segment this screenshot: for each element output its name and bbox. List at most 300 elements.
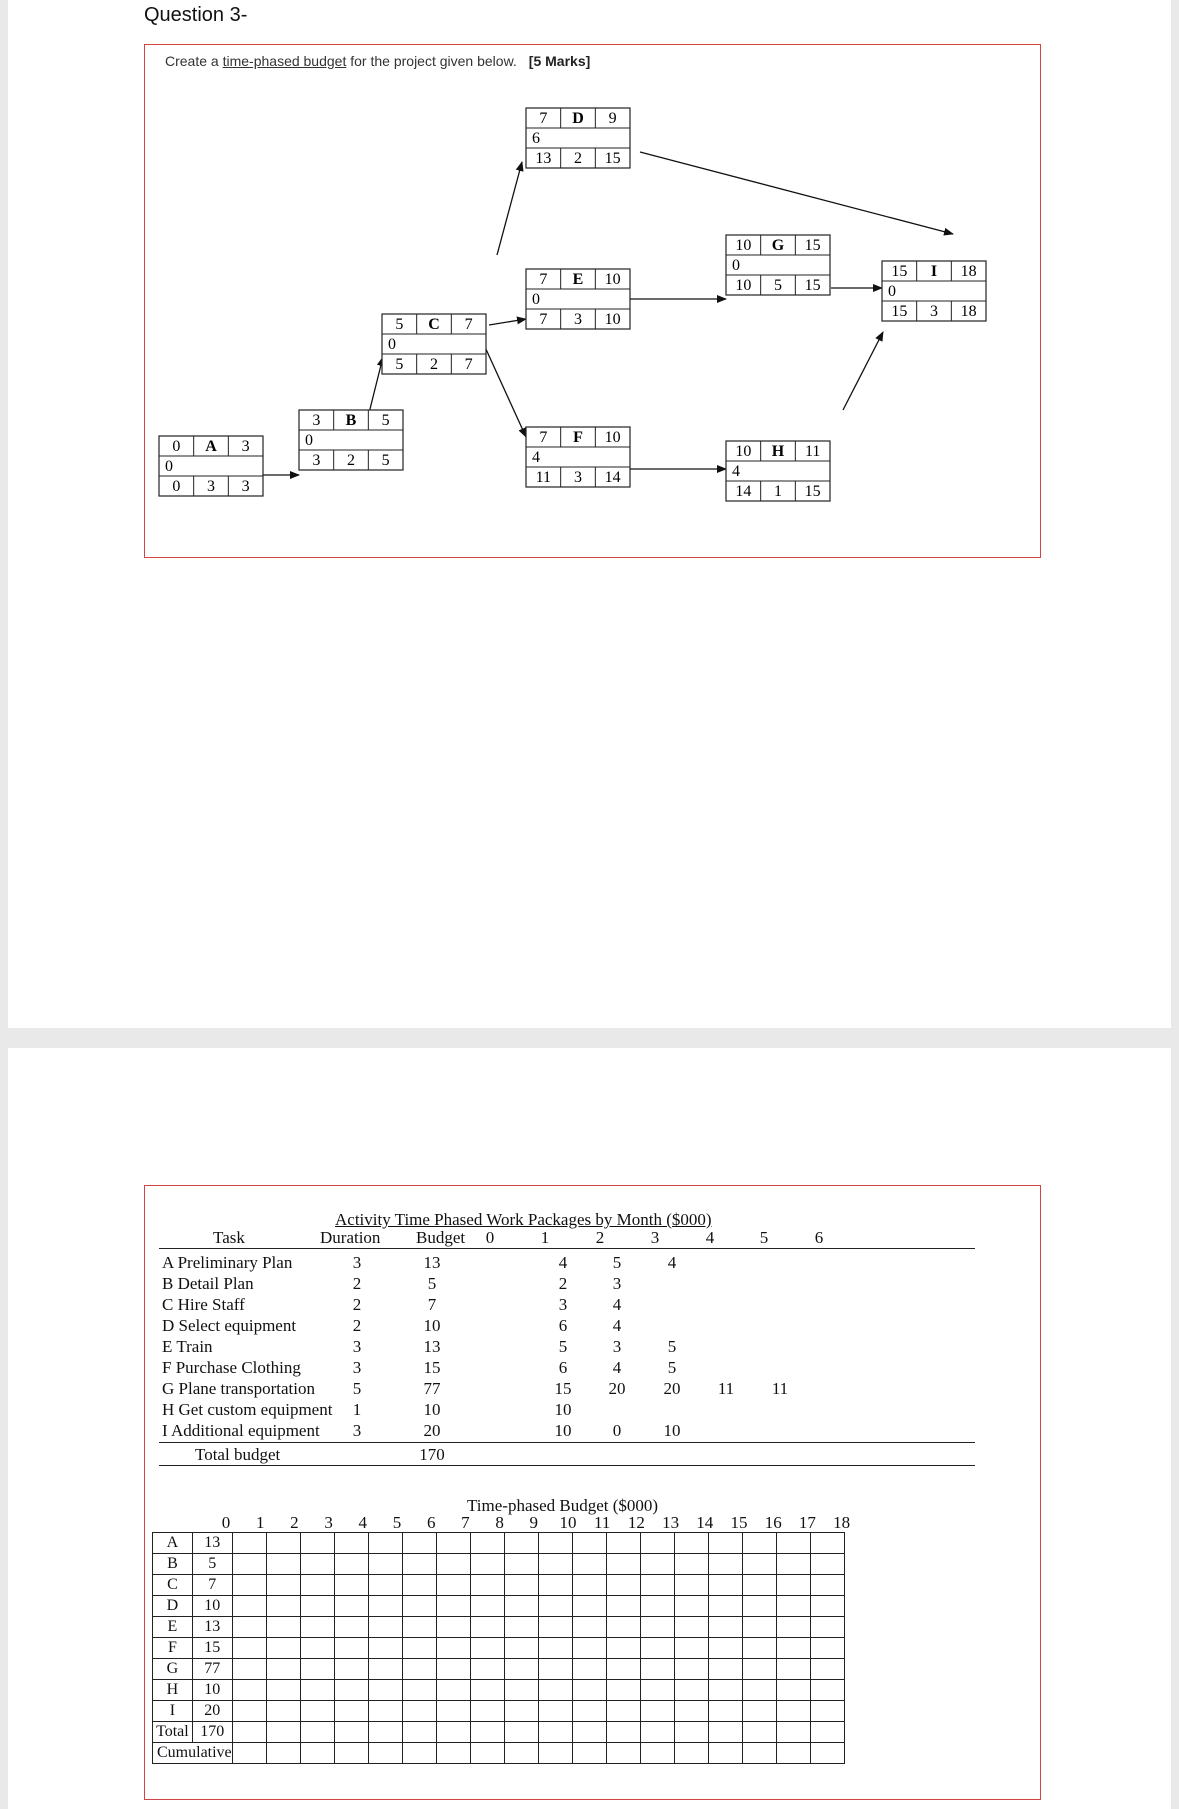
grid-cell[interactable] [674,1680,708,1701]
header-task: Task [213,1228,245,1247]
grid-row-label: B [153,1554,193,1575]
grid-cell[interactable] [402,1596,436,1617]
grid-cell[interactable] [776,1701,810,1722]
grid-cell[interactable] [334,1533,368,1554]
grid-cell[interactable] [402,1680,436,1701]
phase-value: 3 [612,1274,622,1293]
network-node-h [726,441,830,501]
grid-cell[interactable] [232,1701,266,1722]
grid-cell[interactable] [742,1533,776,1554]
grid-cell[interactable] [742,1743,776,1764]
grid-cell[interactable] [232,1638,266,1659]
node-slack: 0 [532,291,540,308]
grid-cell[interactable] [572,1659,606,1680]
grid-cell[interactable] [300,1743,334,1764]
grid-cell[interactable] [674,1638,708,1659]
task-budget: 15 [423,1358,441,1377]
grid-cell[interactable] [606,1722,640,1743]
grid-cell[interactable] [368,1575,402,1596]
node-activity-label: A [205,438,217,455]
node-late-finish: 18 [960,303,977,320]
grid-cell[interactable] [742,1554,776,1575]
grid-cell[interactable] [742,1575,776,1596]
edge-h-i [843,332,883,410]
grid-cell[interactable] [538,1680,572,1701]
grid-cell[interactable] [776,1659,810,1680]
grid-cell[interactable] [232,1617,266,1638]
grid-cell[interactable] [402,1701,436,1722]
grid-cell[interactable] [504,1575,538,1596]
phase-value: 4 [612,1295,622,1314]
grid-cell[interactable] [266,1575,300,1596]
grid-cell[interactable] [470,1533,504,1554]
task-duration: 3 [352,1421,362,1440]
grid-cell[interactable] [606,1743,640,1764]
grid-row-budget: 77 [192,1659,232,1680]
grid-cell[interactable] [708,1743,742,1764]
task-duration: 2 [352,1274,362,1293]
grid-cell[interactable] [300,1554,334,1575]
grid-cell[interactable] [368,1638,402,1659]
grid-cell[interactable] [504,1680,538,1701]
grid-cell[interactable] [300,1617,334,1638]
grid-cell[interactable] [776,1680,810,1701]
task-duration: 3 [352,1253,362,1272]
node-early-finish: 11 [804,443,821,460]
grid-cell[interactable] [300,1533,334,1554]
grid-cell[interactable] [708,1680,742,1701]
grid-cell[interactable] [708,1575,742,1596]
grid-cell[interactable] [606,1617,640,1638]
task-name: I Additional equipment [162,1421,320,1440]
grid-cell[interactable] [674,1575,708,1596]
grid-cell[interactable] [742,1722,776,1743]
node-late-finish: 7 [464,356,473,373]
grid-cell[interactable] [470,1743,504,1764]
grid-cell[interactable] [402,1722,436,1743]
grid-cell[interactable] [436,1680,470,1701]
node-activity-label: I [930,263,938,280]
grid-cell[interactable] [776,1554,810,1575]
grid-cell[interactable] [810,1554,844,1575]
grid-cell[interactable] [640,1659,674,1680]
grid-cell[interactable] [266,1701,300,1722]
grid-row-label: C [153,1575,193,1596]
grid-cell[interactable] [266,1722,300,1743]
month-header: 3 [650,1228,660,1247]
grid-cell[interactable] [640,1743,674,1764]
grid-cell[interactable] [504,1638,538,1659]
grid-row [153,1659,845,1680]
grid-cell[interactable] [504,1617,538,1638]
grid-cell[interactable] [674,1743,708,1764]
phase-value: 10 [554,1400,572,1419]
grid-cell[interactable] [300,1575,334,1596]
grid-cell[interactable] [538,1701,572,1722]
grid-cell[interactable] [232,1722,266,1743]
grid-cell[interactable] [300,1659,334,1680]
grid-cell[interactable] [300,1701,334,1722]
grid-cell[interactable] [810,1575,844,1596]
grid-cell[interactable] [334,1617,368,1638]
grid-cell[interactable] [674,1617,708,1638]
grid-row-budget: 13 [192,1617,232,1638]
task-budget: 77 [423,1379,441,1398]
grid-cell[interactable] [810,1638,844,1659]
grid-row-label: I [153,1701,193,1722]
marks-label: [5 Marks] [528,53,591,69]
grid-cell[interactable] [402,1617,436,1638]
grid-row-label: E [153,1617,193,1638]
phase-value: 11 [717,1379,735,1398]
node-early-finish: 3 [241,438,250,455]
grid-cell[interactable] [776,1575,810,1596]
phase-value: 5 [612,1253,622,1272]
grid-cell[interactable] [606,1596,640,1617]
grid-row [153,1596,845,1617]
grid-cell[interactable] [334,1701,368,1722]
grid-cell[interactable] [266,1743,300,1764]
grid-cell[interactable] [436,1575,470,1596]
grid-cell[interactable] [572,1596,606,1617]
grid-cell[interactable] [334,1596,368,1617]
node-early-start: 10 [735,443,752,460]
instruction-pre: Create a [165,53,223,69]
grid-cell[interactable] [538,1617,572,1638]
grid-cell[interactable] [572,1638,606,1659]
grid-cell[interactable] [572,1617,606,1638]
grid-cell[interactable] [708,1533,742,1554]
phase-value: 6 [558,1316,568,1335]
grid-row-label: G [153,1659,193,1680]
grid-cell[interactable] [232,1680,266,1701]
node-early-start: 3 [312,412,321,429]
grid-cell[interactable] [776,1596,810,1617]
grid-cell[interactable] [640,1722,674,1743]
node-duration: 3 [574,311,582,328]
grid-cell[interactable] [334,1659,368,1680]
grid-row-label: F [153,1638,193,1659]
node-late-start: 5 [395,356,404,373]
grid-cell[interactable] [572,1743,606,1764]
grid-cell[interactable] [572,1722,606,1743]
grid-cell[interactable] [674,1554,708,1575]
grid-cell[interactable] [572,1554,606,1575]
grid-cell[interactable] [742,1596,776,1617]
grid-row-label: H [153,1680,193,1701]
task-name: F Purchase Clothing [162,1358,301,1377]
grid-cell[interactable] [436,1701,470,1722]
grid-row-budget: 20 [192,1701,232,1722]
grid-row [153,1638,845,1659]
grid-row-budget: 13 [192,1533,232,1554]
node-early-finish: 15 [804,237,821,254]
network-node-a [159,436,263,496]
grid-month-header: 15 [730,1513,748,1532]
task-duration: 2 [352,1295,362,1314]
grid-cell[interactable] [640,1617,674,1638]
grid-cell[interactable] [742,1617,776,1638]
grid-cell[interactable] [708,1638,742,1659]
network-node-c [382,314,486,374]
grid-cell[interactable] [640,1680,674,1701]
phase-value: 10 [663,1421,681,1440]
grid-cell[interactable] [742,1638,776,1659]
grid-cell[interactable] [232,1743,266,1764]
grid-cell[interactable] [368,1659,402,1680]
node-late-start: 0 [172,478,181,495]
node-early-finish: 5 [381,412,390,429]
grid-cell[interactable] [334,1638,368,1659]
grid-cell[interactable] [504,1701,538,1722]
grid-cell[interactable] [674,1596,708,1617]
grid-cell[interactable] [606,1638,640,1659]
network-diagram [145,45,1040,557]
network-node-d [526,108,630,168]
phase-value: 4 [612,1358,622,1377]
node-activity-label: D [572,110,584,127]
grid-cell[interactable] [606,1701,640,1722]
page-2 [8,1048,1171,1809]
grid-month-header: 10 [559,1513,577,1532]
task-duration: 3 [352,1337,362,1356]
grid-cell[interactable] [504,1722,538,1743]
grid-cell[interactable] [504,1533,538,1554]
grid-cell[interactable] [674,1533,708,1554]
node-slack: 4 [732,463,740,480]
grid-cell[interactable] [538,1743,572,1764]
grid-month-header: 6 [426,1513,436,1532]
grid-cell[interactable] [368,1533,402,1554]
grid-cell[interactable] [538,1575,572,1596]
grid-cell[interactable] [810,1596,844,1617]
grid-cell[interactable] [470,1659,504,1680]
grid-cell[interactable] [742,1680,776,1701]
total-rule-bottom [159,1465,975,1466]
grid-cell[interactable] [232,1659,266,1680]
grid-cell[interactable] [266,1596,300,1617]
grid-cell[interactable] [640,1575,674,1596]
node-early-start: 0 [172,438,181,455]
grid-cell[interactable] [606,1575,640,1596]
grid-cell[interactable] [572,1533,606,1554]
grid-month-header: 4 [358,1513,368,1532]
grid-cell[interactable] [538,1533,572,1554]
task-duration: 2 [352,1316,362,1335]
grid-cell[interactable] [266,1617,300,1638]
grid-cell[interactable] [402,1533,436,1554]
grid-cell[interactable] [708,1617,742,1638]
month-header: 6 [814,1228,824,1247]
grid-cell[interactable] [572,1701,606,1722]
grid-cell[interactable] [742,1659,776,1680]
grid-cell[interactable] [708,1659,742,1680]
grid-cell[interactable] [810,1701,844,1722]
grid-cell[interactable] [368,1743,402,1764]
edge-c-e [489,319,526,325]
edge-c-d [497,162,522,255]
grid-cell[interactable] [538,1596,572,1617]
grid-row-label: A [153,1533,193,1554]
grid-cell[interactable] [504,1743,538,1764]
grid-cell[interactable] [436,1743,470,1764]
grid-cell[interactable] [640,1701,674,1722]
grid-cumulative-row [153,1743,845,1764]
node-early-finish: 7 [464,316,473,333]
grid-cell[interactable] [776,1617,810,1638]
total-rule-top [159,1442,975,1443]
grid-cell[interactable] [232,1533,266,1554]
grid-cell[interactable] [402,1554,436,1575]
grid-cell[interactable] [572,1575,606,1596]
grid-cell[interactable] [368,1680,402,1701]
grid-cell[interactable] [470,1722,504,1743]
network-node-f [526,427,630,487]
grid-cell[interactable] [470,1596,504,1617]
grid-cell[interactable] [674,1701,708,1722]
node-early-start: 10 [735,237,752,254]
grid-cell[interactable] [436,1533,470,1554]
node-early-finish: 18 [960,263,977,280]
grid-cell[interactable] [470,1680,504,1701]
grid-cell[interactable] [334,1722,368,1743]
grid-cell[interactable] [640,1596,674,1617]
phase-value: 5 [667,1337,677,1356]
grid-cell[interactable] [606,1554,640,1575]
grid-cell[interactable] [776,1722,810,1743]
grid-month-header: 1 [255,1513,265,1532]
grid-cell[interactable] [232,1575,266,1596]
grid-cell[interactable] [232,1554,266,1575]
node-duration: 3 [574,469,582,486]
grid-cell[interactable] [606,1680,640,1701]
grid-cell[interactable] [470,1638,504,1659]
grid-cell[interactable] [810,1533,844,1554]
grid-cell[interactable] [266,1554,300,1575]
grid-cell[interactable] [300,1722,334,1743]
phase-value: 11 [771,1379,789,1398]
task-budget: 13 [423,1253,441,1272]
grid-cell[interactable] [674,1659,708,1680]
grid-cell[interactable] [436,1554,470,1575]
grid-cell[interactable] [436,1596,470,1617]
grid-cell[interactable] [368,1617,402,1638]
grid-cell[interactable] [300,1596,334,1617]
grid-cell[interactable] [266,1680,300,1701]
node-late-finish: 15 [804,277,821,294]
grid-cell[interactable] [368,1701,402,1722]
grid-cell[interactable] [640,1554,674,1575]
grid-cell[interactable] [334,1680,368,1701]
grid-cell[interactable] [640,1638,674,1659]
grid-month-header: 3 [324,1513,333,1532]
grid-cell[interactable] [776,1638,810,1659]
grid-row [153,1554,845,1575]
phase-value: 15 [554,1379,572,1398]
grid-cell[interactable] [810,1743,844,1764]
grid-cell[interactable] [810,1659,844,1680]
network-node-e [526,269,630,329]
grid-cell[interactable] [708,1596,742,1617]
grid-cell[interactable] [776,1533,810,1554]
grid-cell[interactable] [810,1680,844,1701]
grid-cell[interactable] [538,1554,572,1575]
grid-cell[interactable] [538,1659,572,1680]
grid-cell[interactable] [470,1554,504,1575]
grid-cell[interactable] [368,1596,402,1617]
grid-cell[interactable] [334,1575,368,1596]
node-late-finish: 5 [381,452,390,469]
grid-month-header: 8 [495,1513,504,1532]
grid-cell[interactable] [572,1680,606,1701]
task-duration: 3 [352,1358,362,1377]
node-duration: 2 [574,150,582,167]
grid-row-label: Total [153,1722,193,1743]
grid-cell[interactable] [266,1533,300,1554]
grid-cell[interactable] [402,1575,436,1596]
grid-cell[interactable] [470,1617,504,1638]
grid-cell[interactable] [436,1638,470,1659]
grid-cell[interactable] [742,1701,776,1722]
grid-cell[interactable] [334,1554,368,1575]
grid-cell[interactable] [538,1638,572,1659]
grid-cell[interactable] [810,1617,844,1638]
grid-month-header: 13 [662,1513,680,1532]
grid-cell[interactable] [334,1743,368,1764]
edge-c-f [485,347,526,437]
grid-cell[interactable] [470,1575,504,1596]
task-name: E Train [162,1337,213,1356]
grid-cell[interactable] [436,1722,470,1743]
grid-cell[interactable] [368,1722,402,1743]
grid-cell[interactable] [402,1659,436,1680]
grid-cell[interactable] [504,1659,538,1680]
grid-cell[interactable] [708,1554,742,1575]
grid-cell[interactable] [674,1722,708,1743]
grid-cell[interactable] [300,1638,334,1659]
grid-cell[interactable] [368,1554,402,1575]
grid-cell[interactable] [300,1680,334,1701]
grid-cell[interactable] [538,1722,572,1743]
grid-cell[interactable] [640,1533,674,1554]
grid-cell[interactable] [776,1743,810,1764]
grid-cell[interactable] [402,1743,436,1764]
grid-cell[interactable] [266,1638,300,1659]
instruction-link[interactable]: time-phased budget [222,53,347,69]
grid-cell[interactable] [436,1617,470,1638]
grid-cell[interactable] [470,1701,504,1722]
grid-cell[interactable] [402,1638,436,1659]
grid-cell[interactable] [708,1722,742,1743]
grid-cell[interactable] [606,1533,640,1554]
grid-cell[interactable] [810,1722,844,1743]
node-activity-label: H [771,443,785,460]
node-activity-label: F [573,429,583,446]
grid-cell[interactable] [504,1596,538,1617]
node-late-start: 11 [535,469,552,486]
phase-value: 5 [558,1337,568,1356]
month-header: 0 [485,1228,495,1247]
grid-cell[interactable] [266,1659,300,1680]
phase-value: 20 [663,1379,681,1398]
grid-cell[interactable] [436,1659,470,1680]
grid-cell[interactable] [606,1659,640,1680]
task-name: D Select equipment [162,1316,297,1335]
grid-cell[interactable] [708,1701,742,1722]
grid-cell[interactable] [232,1596,266,1617]
phase-value: 4 [558,1253,568,1272]
grid-cell[interactable] [504,1554,538,1575]
